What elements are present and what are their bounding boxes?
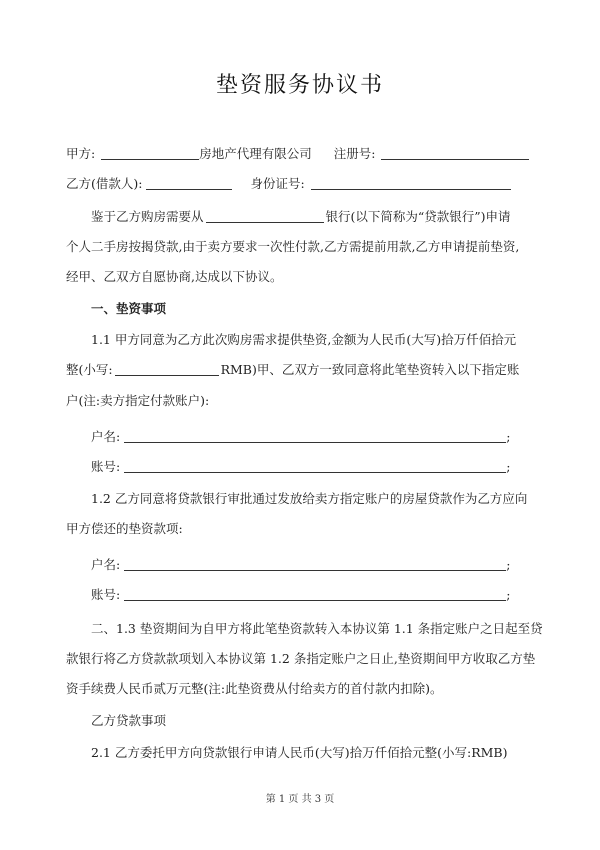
clause-1-3-line-1: 二、1.3 垫资期间为自甲方将此笔垫资款转入本协议第 1.1 条指定账户之日起至贷 <box>91 621 543 636</box>
intro-line-1 <box>91 208 546 226</box>
clause-2-1-line-1: 2.1 乙方委托甲方向贷款银行申请人民币(大写)拾万仟佰拾元整(小写:RMB) <box>91 745 508 760</box>
clause-1-3-line-3: 资手续费人民币贰万元整(注:此垫资费从付给卖方的首付款内扣除)。 <box>66 681 443 696</box>
bank-name-blank[interactable] <box>206 209 324 223</box>
party-a-label: 甲方: <box>66 146 96 161</box>
semicolon: ; <box>506 587 511 602</box>
loan-section-heading: 乙方贷款事项 <box>91 713 167 728</box>
account-no-row-1 <box>91 458 546 476</box>
intro-line-2: 个人二手房按揭贷款,由于卖方要求一次性付款,乙方需提前用款,乙方申请提前垫资, <box>66 239 520 254</box>
account-no-label: 账号: <box>91 587 121 602</box>
clause-1-3-line-2: 款银行将乙方贷款款项划入本协议第 1.2 条指定账户之日止,垫资期间甲方收取乙方垫 <box>66 651 536 666</box>
party-a-reg-blank[interactable] <box>381 146 529 160</box>
section-1-heading: 一、垫资事项 <box>91 301 167 316</box>
amount-small-blank[interactable] <box>115 362 219 376</box>
party-b-id-label: 身份证号: <box>250 176 305 191</box>
party-a-company-suffix: 房地产代理有限公司 <box>199 146 312 161</box>
party-a-name-blank[interactable] <box>101 146 199 160</box>
clause-1-2-line-1: 1.2 乙方同意将贷款银行审批通过发放给卖方指定账户的房屋贷款作为乙方应向 <box>91 491 528 506</box>
semicolon: ; <box>506 429 511 444</box>
account-name-row-1 <box>91 428 546 446</box>
clause-1-1-line-3: 户(注:卖方指定付款账户): <box>66 393 210 408</box>
account-no-blank-1[interactable] <box>124 459 506 473</box>
clause-1-1-line-1: 1.1 甲方同意为乙方此次购房需求提供垫资,金额为人民币(大写)拾万仟佰拾元 <box>91 332 517 347</box>
clause-1-1-post: RMB)甲、乙双方一致同意将此笔垫资转入以下指定账 <box>220 362 520 377</box>
party-a-line <box>66 145 546 163</box>
party-b-line <box>66 175 546 193</box>
clause-1-2-line-2: 甲方偿还的垫资款项: <box>66 521 183 536</box>
intro-pre: 鉴于乙方购房需要从 <box>91 209 204 224</box>
account-name-label: 户名: <box>91 429 121 444</box>
account-name-label: 户名: <box>91 557 121 572</box>
account-name-blank-1[interactable] <box>124 429 506 443</box>
account-no-blank-2[interactable] <box>124 587 506 601</box>
clause-1-1-line-2 <box>66 361 546 379</box>
party-b-id-blank[interactable] <box>311 176 511 190</box>
semicolon: ; <box>506 459 511 474</box>
semicolon: ; <box>506 557 511 572</box>
intro-line-3: 经甲、乙双方自愿协商,达成以下协议。 <box>66 269 283 284</box>
account-no-row-2 <box>91 586 546 604</box>
clause-1-1-pre: 整(小写: <box>66 362 113 377</box>
document-title: 垫资服务协议书 <box>215 73 384 98</box>
party-b-name-blank[interactable] <box>146 176 232 190</box>
party-a-reg-label: 注册号: <box>333 146 376 161</box>
account-name-row-2 <box>91 556 546 574</box>
page-footer: 第 1 页 共 3 页 <box>265 794 335 805</box>
intro-post: 银行(以下简称为“贷款银行”)申请 <box>325 209 511 224</box>
account-name-blank-2[interactable] <box>124 557 506 571</box>
party-b-label: 乙方(借款人): <box>66 176 143 191</box>
account-no-label: 账号: <box>91 459 121 474</box>
